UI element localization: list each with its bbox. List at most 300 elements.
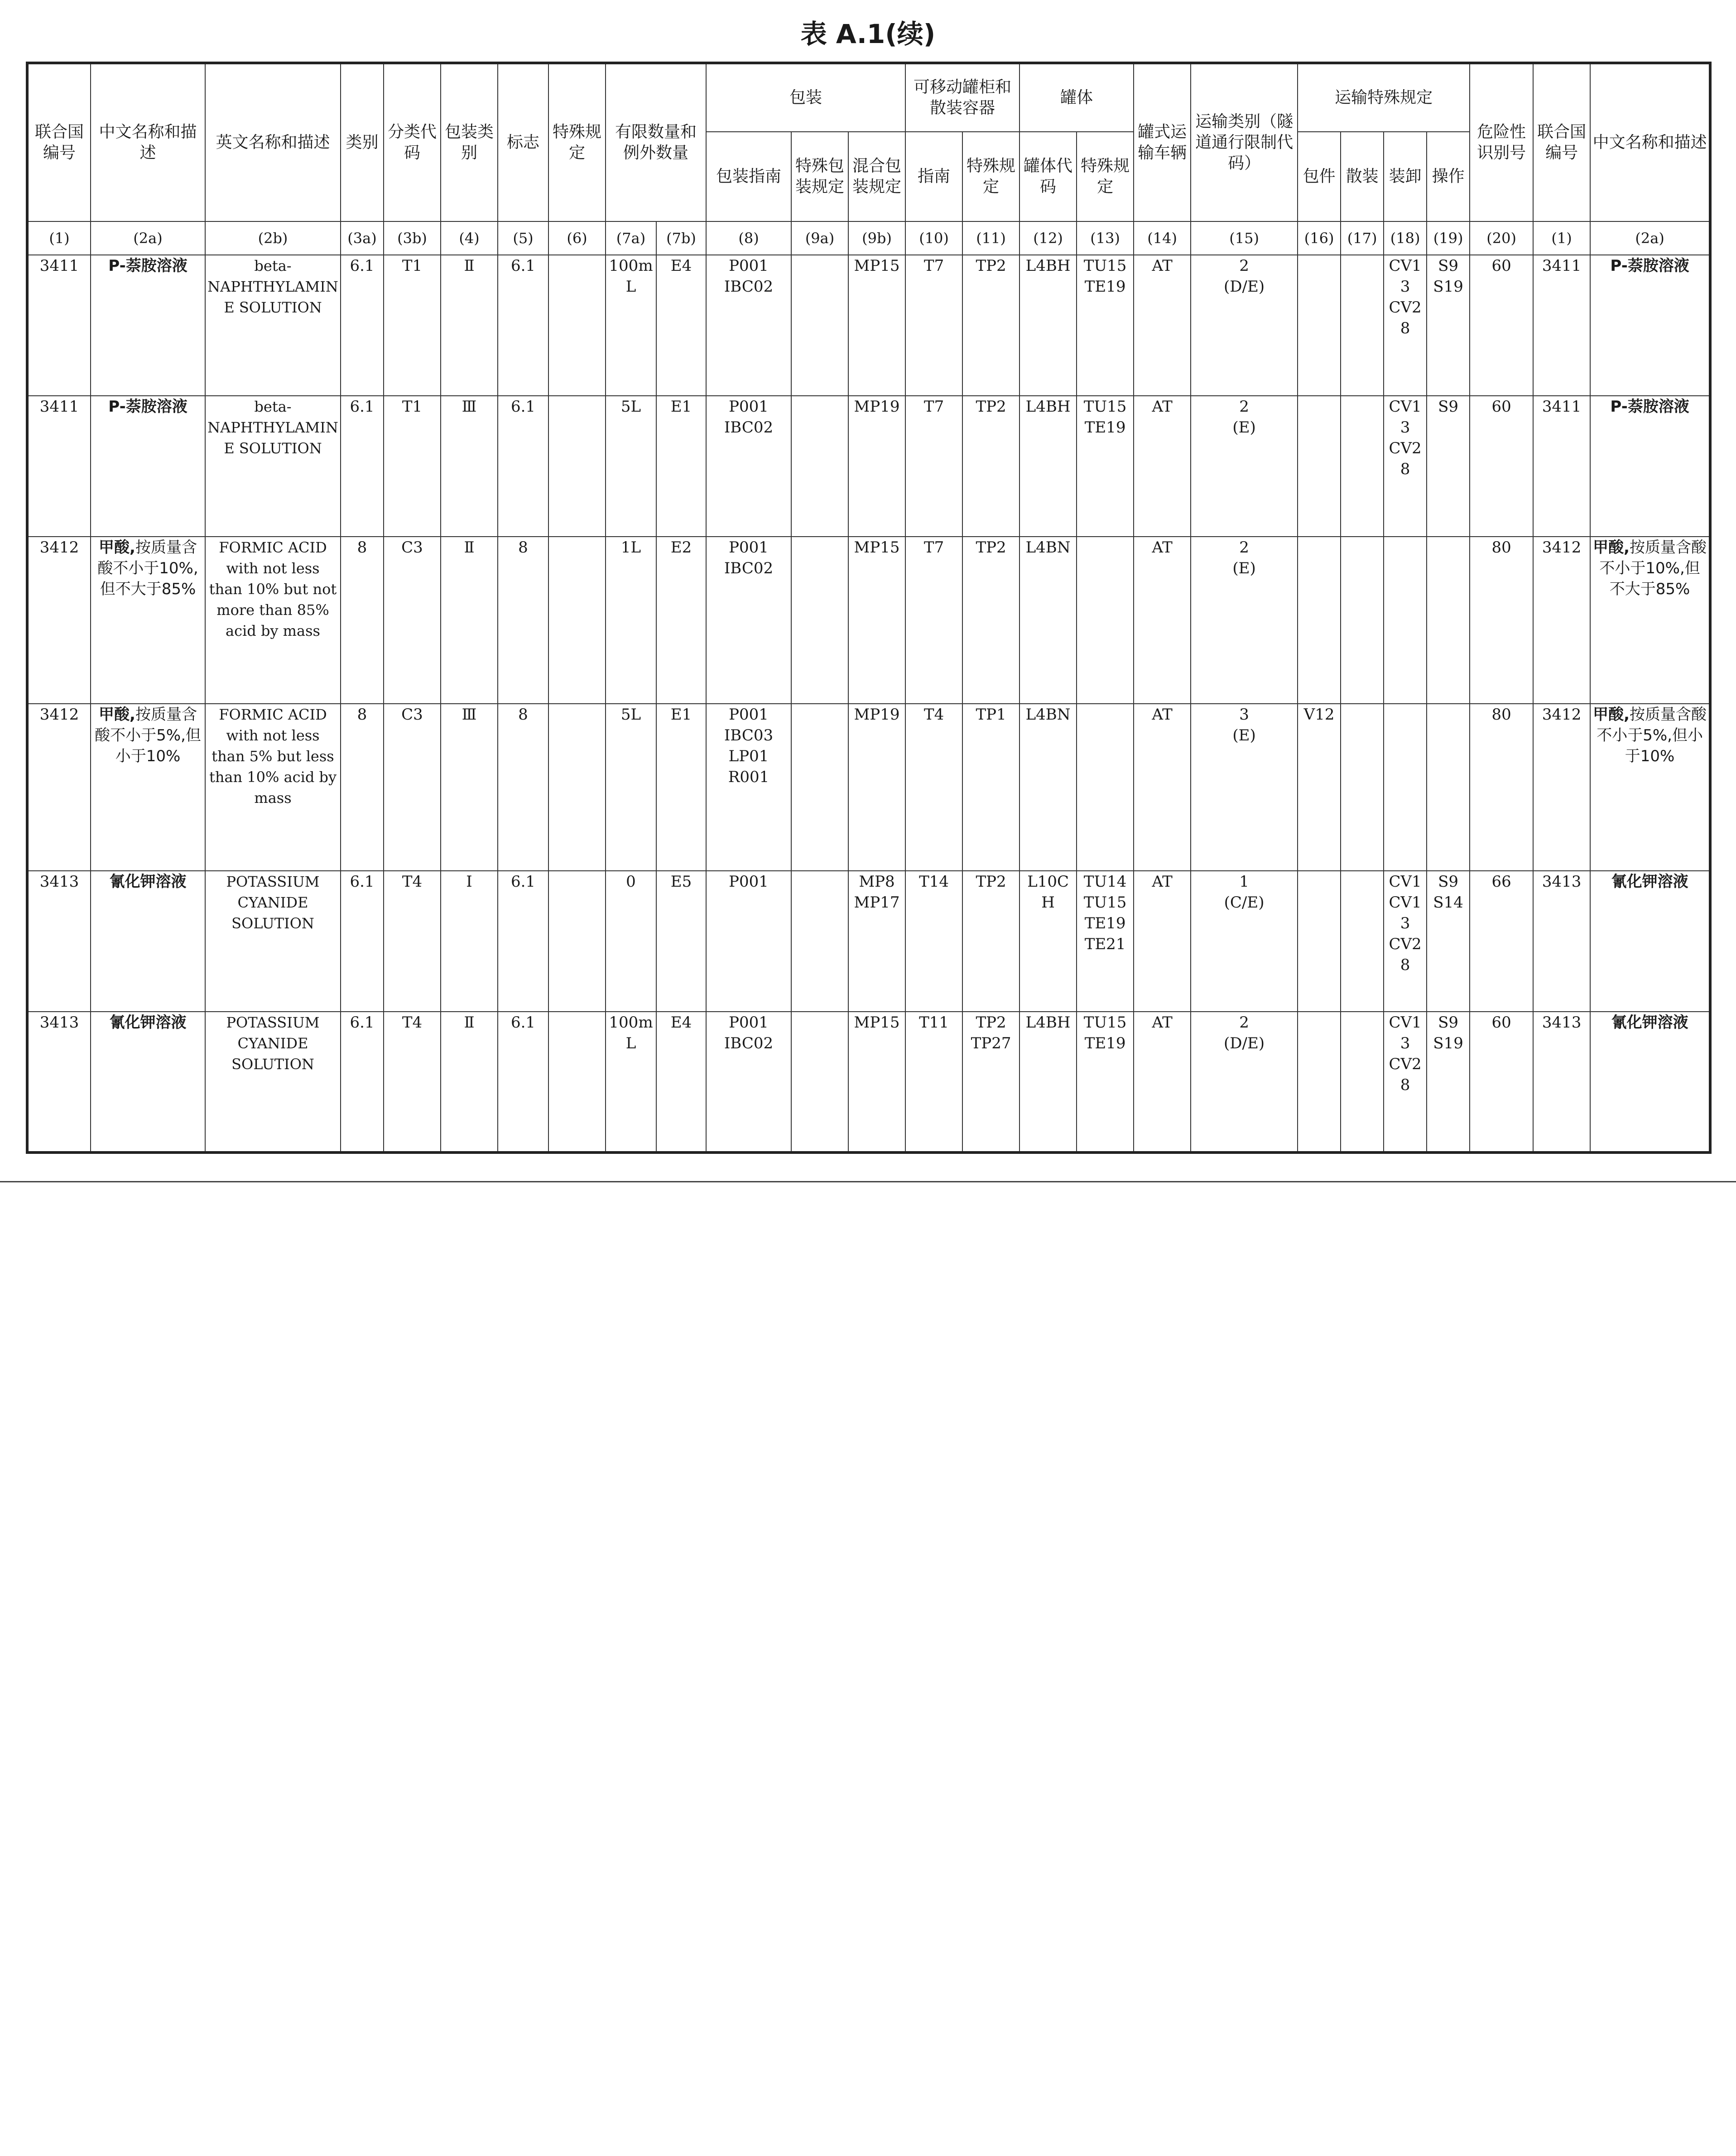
column-number: (7a)	[606, 221, 656, 255]
packing-instructions-line: R001	[728, 768, 769, 787]
header-packing-instructions: 包装指南	[706, 132, 791, 221]
header-limited-excepted-quantity: 有限数量和例外数量	[606, 63, 706, 221]
transport-category-line: 1	[1239, 873, 1249, 891]
header-un-number-right: 联合国编号	[1533, 63, 1590, 221]
packing-group: Ⅱ	[441, 537, 498, 704]
mixed-packing	[848, 537, 905, 704]
english-name: POTASSIUM CYANIDE SOLUTION	[205, 871, 341, 1012]
bulk	[1341, 704, 1384, 871]
mixed-packing	[848, 255, 905, 396]
operation	[1427, 704, 1470, 871]
page-title: 表 A.1(续)	[800, 19, 936, 49]
mixed-packing-line: MP19	[854, 706, 900, 724]
header-loading: 装卸	[1384, 132, 1427, 221]
transport-category	[1191, 396, 1298, 537]
loading	[1384, 704, 1427, 871]
transport-category-line: 2	[1239, 257, 1249, 275]
limited-quantity: 1L	[606, 537, 656, 704]
header-portable-special: 特殊规定	[962, 132, 1019, 221]
loading-line: CV13	[1389, 893, 1422, 933]
operation	[1427, 871, 1470, 1012]
operation-line: S9	[1438, 1013, 1459, 1032]
special-provisions	[548, 1012, 606, 1152]
header-class: 类别	[341, 63, 384, 221]
packages	[1298, 1012, 1341, 1152]
column-number: (5)	[498, 221, 548, 255]
tank-special-line: TU15	[1083, 398, 1127, 416]
operation	[1427, 1012, 1470, 1152]
portable-special-line: TP2	[976, 873, 1006, 891]
header-classification-code: 分类代码	[384, 63, 441, 221]
tank-special	[1077, 537, 1134, 704]
tank-code: L4BN	[1019, 537, 1077, 704]
packing-instructions	[706, 537, 791, 704]
header-row-top	[27, 63, 1710, 132]
mixed-packing	[848, 871, 905, 1012]
header-un-number: 联合国编号	[27, 63, 91, 221]
tank-special	[1077, 255, 1134, 396]
limited-quantity: 0	[606, 871, 656, 1012]
class: 6.1	[341, 1012, 384, 1152]
un-number: 3413	[27, 1012, 91, 1152]
packing-instructions	[706, 704, 791, 871]
tank-code: L4BH	[1019, 1012, 1077, 1152]
chinese-name-right	[1590, 396, 1710, 537]
transport-category	[1191, 537, 1298, 704]
column-number: (6)	[548, 221, 606, 255]
packages: V12	[1298, 704, 1341, 871]
header-tank-vehicle: 罐式运输车辆	[1134, 63, 1191, 221]
transport-category-line: (D/E)	[1224, 1034, 1265, 1052]
column-number: (3b)	[384, 221, 441, 255]
packing-instructions-line: IBC02	[724, 278, 774, 296]
special-packing	[791, 1012, 848, 1152]
tank-code: L4BH	[1019, 396, 1077, 537]
hazard-id: 60	[1470, 1012, 1533, 1152]
tank-special-line: TU15	[1083, 257, 1127, 275]
chinese-name-right	[1590, 1012, 1710, 1152]
un-number-right: 3411	[1533, 396, 1590, 537]
chinese-name	[91, 1012, 205, 1152]
tank-vehicle: AT	[1134, 396, 1191, 537]
un-number-right: 3412	[1533, 537, 1590, 704]
portable-special-line: TP2	[976, 1013, 1006, 1032]
excepted-quantity: E5	[656, 871, 706, 1012]
column-number: (20)	[1470, 221, 1533, 255]
loading	[1384, 537, 1427, 704]
packing-group: Ⅱ	[441, 255, 498, 396]
chinese-name-right-bold: 氰化钾溶液	[1611, 873, 1688, 891]
column-number: (1)	[27, 221, 91, 255]
header-packages: 包件	[1298, 132, 1341, 221]
transport-category-line: (D/E)	[1224, 278, 1265, 296]
un-number: 3411	[27, 396, 91, 537]
header-tank-special: 特殊规定	[1077, 132, 1134, 221]
tank-special	[1077, 396, 1134, 537]
header-packing-group: 包装类别	[441, 63, 498, 221]
column-number: (17)	[1341, 221, 1384, 255]
chinese-name-right-rest: 按质量含酸不小于10%,但不大于85%	[1599, 538, 1707, 598]
tank-vehicle: AT	[1134, 871, 1191, 1012]
portable-special-line: TP2	[976, 538, 1006, 557]
portable-special-line: TP1	[976, 706, 1006, 724]
chinese-name-bold: P-萘胺溶液	[108, 257, 188, 275]
transport-category-line: (E)	[1232, 726, 1256, 745]
tank-special-line: TE19	[1084, 278, 1126, 296]
special-packing	[791, 704, 848, 871]
hazard-id: 60	[1470, 396, 1533, 537]
tank-special-line: TE21	[1084, 935, 1126, 954]
tank-special-line: TE19	[1084, 1034, 1126, 1052]
column-number: (14)	[1134, 221, 1191, 255]
limited-quantity: 5L	[606, 704, 656, 871]
table-row	[27, 1012, 1710, 1152]
packages	[1298, 396, 1341, 537]
dangerous-goods-table	[26, 62, 1712, 1154]
bulk	[1341, 255, 1384, 396]
packing-instructions-line: P001	[729, 706, 769, 724]
header-special-provisions: 特殊规定	[548, 63, 606, 221]
header-label: 标志	[498, 63, 548, 221]
column-number-row	[27, 221, 1710, 255]
operation-line: S19	[1433, 278, 1463, 296]
chinese-name	[91, 704, 205, 871]
classification-code: T1	[384, 396, 441, 537]
english-name: FORMIC ACID with not less than 5% but less than 10% acid by mass	[205, 704, 341, 871]
mixed-packing	[848, 704, 905, 871]
page-bottom-rule	[0, 1181, 1736, 1182]
classification-code: T4	[384, 1012, 441, 1152]
header-bulk: 散装	[1341, 132, 1384, 221]
transport-category-line: 3	[1239, 706, 1249, 724]
chinese-name-right-bold: 甲酸,	[1593, 706, 1630, 724]
header-packaging-group: 包装	[706, 63, 905, 132]
portable-special	[962, 1012, 1019, 1152]
transport-category-line: (E)	[1232, 418, 1256, 437]
tank-special-line: TE19	[1084, 914, 1126, 933]
header-chinese-name-right: 中文名称和描述	[1590, 63, 1710, 221]
column-number: (9a)	[791, 221, 848, 255]
header-instructions: 指南	[905, 132, 962, 221]
loading-line: CV13	[1389, 398, 1422, 437]
packing-instructions-line: IBC02	[724, 559, 774, 577]
class: 8	[341, 537, 384, 704]
chinese-name-bold: 甲酸,	[99, 538, 135, 557]
loading	[1384, 871, 1427, 1012]
portable-special-line: TP27	[971, 1034, 1011, 1052]
excepted-quantity: E2	[656, 537, 706, 704]
loading	[1384, 396, 1427, 537]
mixed-packing-line: MP8	[859, 873, 895, 891]
packing-instructions	[706, 1012, 791, 1152]
header-tank-group: 罐体	[1019, 63, 1134, 132]
chinese-name-bold: 氰化钾溶液	[109, 873, 187, 891]
column-number: (15)	[1191, 221, 1298, 255]
un-number: 3412	[27, 537, 91, 704]
operation-line: S9	[1438, 873, 1459, 891]
header-english-name: 英文名称和描述	[205, 63, 341, 221]
excepted-quantity: E4	[656, 1012, 706, 1152]
loading-line: CV28	[1389, 935, 1422, 975]
label: 8	[498, 704, 548, 871]
portable-special-line: TP2	[976, 257, 1006, 275]
column-number: (2b)	[205, 221, 341, 255]
loading	[1384, 255, 1427, 396]
table-row	[27, 396, 1710, 537]
mixed-packing-line: MP15	[854, 1013, 900, 1032]
loading-line: CV28	[1389, 298, 1422, 338]
column-number: (13)	[1077, 221, 1134, 255]
class: 6.1	[341, 871, 384, 1012]
tank-instructions: T7	[905, 396, 962, 537]
label: 6.1	[498, 871, 548, 1012]
class: 6.1	[341, 396, 384, 537]
chinese-name-bold: 甲酸,	[99, 706, 135, 724]
packing-instructions-line: P001	[729, 257, 769, 275]
column-number: (8)	[706, 221, 791, 255]
class: 6.1	[341, 255, 384, 396]
special-packing	[791, 537, 848, 704]
loading-line: CV28	[1389, 1055, 1422, 1094]
packing-group: Ⅲ	[441, 704, 498, 871]
packages	[1298, 871, 1341, 1012]
special-packing	[791, 396, 848, 537]
header-transport-category: 运输类别（隧道通行限制代码）	[1191, 63, 1298, 221]
english-name: POTASSIUM CYANIDE SOLUTION	[205, 1012, 341, 1152]
table-row	[27, 704, 1710, 871]
portable-special	[962, 871, 1019, 1012]
chinese-name-right-bold: P-萘胺溶液	[1610, 257, 1689, 275]
tank-instructions: T7	[905, 537, 962, 704]
chinese-name-right	[1590, 537, 1710, 704]
header-hazard-id: 危险性识别号	[1470, 63, 1533, 221]
excepted-quantity: E1	[656, 396, 706, 537]
packing-instructions	[706, 396, 791, 537]
tank-special-line: TU15	[1083, 893, 1127, 912]
chinese-name-bold: P-萘胺溶液	[108, 398, 188, 416]
chinese-name	[91, 255, 205, 396]
un-number: 3411	[27, 255, 91, 396]
tank-special	[1077, 1012, 1134, 1152]
un-number: 3412	[27, 704, 91, 871]
transport-category-line: 2	[1239, 398, 1249, 416]
tank-instructions: T11	[905, 1012, 962, 1152]
packing-group: Ⅲ	[441, 396, 498, 537]
column-number: (2a)	[91, 221, 205, 255]
header-portable-tanks: 可移动罐柜和散装容器	[905, 63, 1019, 132]
special-packing	[791, 255, 848, 396]
tank-instructions: T7	[905, 255, 962, 396]
column-number: (3a)	[341, 221, 384, 255]
loading-line: CV13	[1389, 1013, 1422, 1052]
chinese-name-rest: 按质量含酸不小于10%,但不大于85%	[97, 538, 198, 598]
english-name: beta-NAPHTHYLAMINE SOLUTION	[205, 396, 341, 537]
mixed-packing-line: MP15	[854, 538, 900, 557]
tank-code: L4BH	[1019, 255, 1077, 396]
un-number-right: 3413	[1533, 871, 1590, 1012]
special-provisions	[548, 396, 606, 537]
special-packing	[791, 871, 848, 1012]
packing-instructions-line: IBC02	[724, 418, 774, 437]
chinese-name	[91, 396, 205, 537]
label: 6.1	[498, 396, 548, 537]
english-name: FORMIC ACID with not less than 10% but not more than 85% acid by mass	[205, 537, 341, 704]
column-number: (9b)	[848, 221, 905, 255]
bulk	[1341, 537, 1384, 704]
packing-group: I	[441, 871, 498, 1012]
portable-special	[962, 255, 1019, 396]
excepted-quantity: E4	[656, 255, 706, 396]
mixed-packing-line: MP15	[854, 257, 900, 275]
chinese-name	[91, 537, 205, 704]
chinese-name-right	[1590, 704, 1710, 871]
operation-line: S9	[1438, 398, 1459, 416]
classification-code: C3	[384, 537, 441, 704]
loading	[1384, 1012, 1427, 1152]
table-row	[27, 255, 1710, 396]
column-number: (16)	[1298, 221, 1341, 255]
excepted-quantity: E1	[656, 704, 706, 871]
chinese-name-rest: 按质量含酸不小于5%,但小于10%	[95, 706, 201, 766]
column-number: (11)	[962, 221, 1019, 255]
column-number: (7b)	[656, 221, 706, 255]
tank-special-line: TU15	[1083, 1013, 1127, 1032]
special-provisions	[548, 871, 606, 1012]
portable-special	[962, 396, 1019, 537]
operation	[1427, 255, 1470, 396]
portable-special	[962, 537, 1019, 704]
operation	[1427, 396, 1470, 537]
transport-category	[1191, 255, 1298, 396]
tank-instructions: T4	[905, 704, 962, 871]
chinese-name-right-bold: 氰化钾溶液	[1611, 1013, 1688, 1032]
tank-vehicle: AT	[1134, 255, 1191, 396]
table-row	[27, 537, 1710, 704]
column-number: (10)	[905, 221, 962, 255]
header-tank-code: 罐体代码	[1019, 132, 1077, 221]
classification-code: T1	[384, 255, 441, 396]
special-provisions	[548, 704, 606, 871]
table-row	[27, 871, 1710, 1012]
portable-special	[962, 704, 1019, 871]
packages	[1298, 255, 1341, 396]
limited-quantity: 5L	[606, 396, 656, 537]
header-chinese-name: 中文名称和描述	[91, 63, 205, 221]
packing-instructions	[706, 871, 791, 1012]
operation	[1427, 537, 1470, 704]
packing-instructions-line: IBC03	[724, 726, 774, 745]
hazard-id: 80	[1470, 704, 1533, 871]
mixed-packing-line: MP19	[854, 398, 900, 416]
column-number: (2a)	[1590, 221, 1710, 255]
column-number: (19)	[1427, 221, 1470, 255]
un-number: 3413	[27, 871, 91, 1012]
packing-instructions-line: LP01	[728, 747, 769, 766]
english-name: beta-NAPHTHYLAMINE SOLUTION	[205, 255, 341, 396]
transport-category-line: (C/E)	[1224, 893, 1265, 912]
operation-line: S9	[1438, 257, 1459, 275]
bulk	[1341, 1012, 1384, 1152]
column-number: (18)	[1384, 221, 1427, 255]
label: 8	[498, 537, 548, 704]
header-operation: 操作	[1427, 132, 1470, 221]
packing-group: Ⅱ	[441, 1012, 498, 1152]
label: 6.1	[498, 1012, 548, 1152]
hazard-id: 66	[1470, 871, 1533, 1012]
packages	[1298, 537, 1341, 704]
mixed-packing	[848, 1012, 905, 1152]
special-provisions	[548, 537, 606, 704]
class: 8	[341, 704, 384, 871]
portable-special-line: TP2	[976, 398, 1006, 416]
chinese-name-right	[1590, 871, 1710, 1012]
operation-line: S14	[1433, 893, 1463, 912]
tank-special	[1077, 704, 1134, 871]
classification-code: C3	[384, 704, 441, 871]
chinese-name-right-bold: P-萘胺溶液	[1610, 398, 1689, 416]
packing-instructions-line: P001	[729, 538, 769, 557]
loading-line: CV28	[1389, 439, 1422, 479]
transport-category	[1191, 871, 1298, 1012]
transport-category-line: 2	[1239, 538, 1249, 557]
packing-instructions-line: IBC02	[724, 1034, 774, 1052]
un-number-right: 3412	[1533, 704, 1590, 871]
operation-line: S19	[1433, 1034, 1463, 1052]
chinese-name	[91, 871, 205, 1012]
transport-category-line: 2	[1239, 1013, 1249, 1032]
mixed-packing	[848, 396, 905, 537]
un-number-right: 3413	[1533, 1012, 1590, 1152]
chinese-name-right	[1590, 255, 1710, 396]
limited-quantity: 100mL	[606, 255, 656, 396]
tank-vehicle: AT	[1134, 704, 1191, 871]
column-number: (12)	[1019, 221, 1077, 255]
limited-quantity: 100mL	[606, 1012, 656, 1152]
mixed-packing-line: MP17	[854, 893, 900, 912]
loading-line: CV1	[1389, 873, 1422, 891]
transport-category	[1191, 1012, 1298, 1152]
special-provisions	[548, 255, 606, 396]
transport-category	[1191, 704, 1298, 871]
header-mixed-packing: 混合包装规定	[848, 132, 905, 221]
column-number: (4)	[441, 221, 498, 255]
bulk	[1341, 871, 1384, 1012]
un-number-right: 3411	[1533, 255, 1590, 396]
transport-category-line: (E)	[1232, 559, 1256, 577]
chinese-name-right-bold: 甲酸,	[1593, 538, 1630, 557]
hazard-id: 80	[1470, 537, 1533, 704]
tank-special-line: TU14	[1083, 873, 1127, 891]
hazard-id: 60	[1470, 255, 1533, 396]
chinese-name-right-rest: 按质量含酸不小于5%,但小于10%	[1597, 706, 1707, 766]
loading-line: CV13	[1389, 257, 1422, 296]
classification-code: T4	[384, 871, 441, 1012]
bulk	[1341, 396, 1384, 537]
tank-vehicle: AT	[1134, 537, 1191, 704]
column-number: (1)	[1533, 221, 1590, 255]
label: 6.1	[498, 255, 548, 396]
packing-instructions-line: P001	[729, 398, 769, 416]
packing-instructions	[706, 255, 791, 396]
packing-instructions-line: P001	[729, 873, 769, 891]
tank-special	[1077, 871, 1134, 1012]
chinese-name-bold: 氰化钾溶液	[109, 1013, 187, 1032]
tank-special-line: TE19	[1084, 418, 1126, 437]
tank-code: L4BN	[1019, 704, 1077, 871]
header-special-transport: 运输特殊规定	[1298, 63, 1470, 132]
header-special-packing: 特殊包装规定	[791, 132, 848, 221]
tank-code: L10CH	[1019, 871, 1077, 1012]
